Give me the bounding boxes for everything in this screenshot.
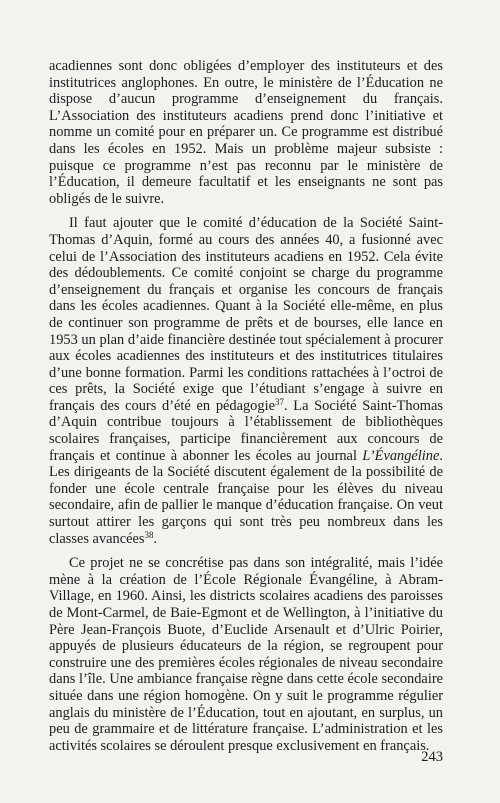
paragraph-text: . La Société Saint-Thomas d’Aquin contribue toujours à l’établissement de bibliothèques scolaires françaises, participe financièrement aux concours de français et continue à abonner les écoles au journal [49,397,443,464]
paragraph-text: acadiennes sont donc obligées d’employer des instituteurs et des institutrices anglophones. En outre, le ministère de l’Éducation ne dispose d’aucun programme d’enseignement du français. L’Association des instituteurs acadiens prend donc l’initiative et nomme un comité pour en préparer un. Ce programme est distribué dans les écoles en 1952. Mais un problème majeur subsiste : puisque ce programme n’est pas reconnu par le ministère de l’Éducation, il demeure facultatif et les enseignants ne sont pas obligés de le suivre. [49,58,443,207]
paragraph-text: . Les dirigeants de la Société discutent également de la possibilité de fonder une école centrale française pour les élèves du niveau secondaire, afin de pallier le manque d’éducation française. On veut surtout attirer les garçons qui sont très peu nombreux dans les classes avancées [49,447,443,547]
paragraph [49,555,443,754]
journal-title: L’Évangéline [362,447,440,464]
paragraph [49,215,443,547]
footnote-ref-38[interactable]: 38 [144,529,154,540]
page-number: 243 [421,749,443,765]
paragraph-text: . [153,530,158,547]
page-body [49,58,443,754]
paragraph-text: Ce projet ne se concrétise pas dans son intégralité, mais l’idée mène à la création de l’École Régionale Évangéline, à Abram-Village, en 1960. Ainsi, les districts scolaires acadiens des paroisses de Mont-Carmel, de Baie-Egmont et de Wellington, à l’initiative du Père Jean-François Buote, d’Euclide Arsenault et d’Ulric Poirier, appuyés de plusieurs éducateurs de la région, se regroupent pour construire une des premières écoles régionales de niveau secondaire dans l’île. Une ambiance française règne dans cette école secondaire située dans une région homogène. On y suit le programme régulier anglais du ministère de l’Éducation, tout en ajoutant, en surplus, un peu de grammaire et de littérature française. L’administration et les activités scolaires se déroulent presque exclusivement en français. [49,555,443,754]
footnote-ref-37[interactable]: 37 [274,396,284,407]
paragraph-text: Il faut ajouter que le comité d’éducation de la Société Saint-Thomas d’Aquin, formé au cours des années 40, a fusionné avec celui de l’Association des instituteurs acadiens en 1952. Cela évite des dédoublements. Ce comité conjoint se charge du programme d’enseignement du français et organise les concours de français dans les écoles acadiennes. Quant à la Société elle-même, en plus de continuer son programme de prêts et de bourses, elle lance en 1953 un plan d’aide financière destinée tout spécialement à procurer aux écoles acadiennes des instituteurs et des institutrices titulaires d’une bonne formation. Parmi les conditions rattachées à l’octroi de ces prêts, la Société exige que l’étudiant s’engage à suivre en français des cours d’été en pédagogie [49,215,443,414]
paragraph-continued [49,58,443,207]
